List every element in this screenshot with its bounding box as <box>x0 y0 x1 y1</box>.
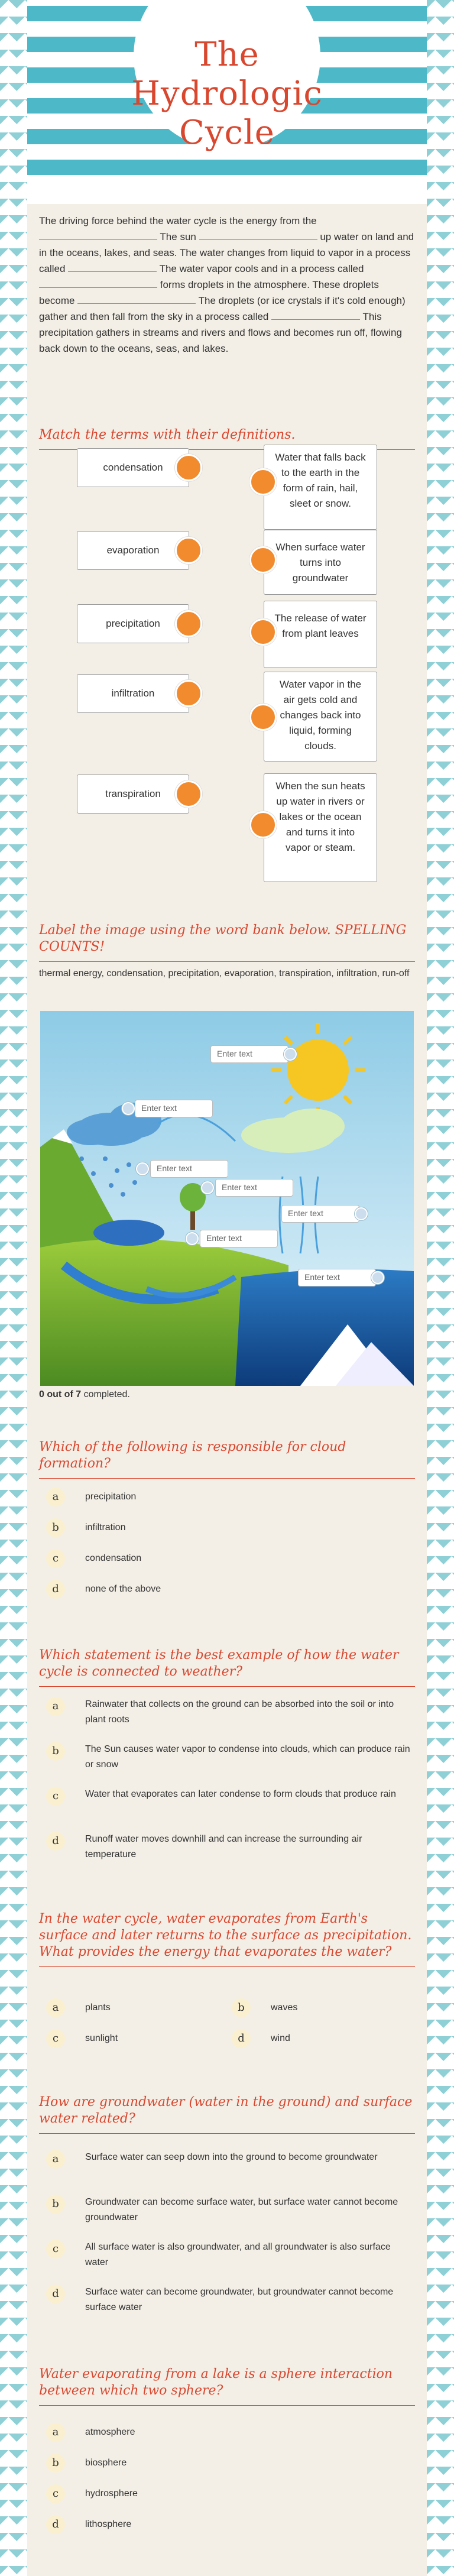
match-connector-dot[interactable] <box>175 537 202 564</box>
title-line: Cycle <box>179 114 275 152</box>
term-box[interactable]: infiltration <box>77 674 189 713</box>
right-border-decoration <box>427 0 454 2576</box>
option-text: atmosphere <box>85 2427 135 2437</box>
option-letter: b <box>46 1518 65 1537</box>
fill-in-paragraph <box>39 213 415 357</box>
label-progress <box>39 1389 415 1400</box>
definition-text: Water vapor in the air gets cold and changes back into liquid, forming clouds. <box>279 679 362 751</box>
term-box[interactable]: condensation <box>77 448 189 487</box>
option-letter: a <box>46 2423 65 2442</box>
label-marker[interactable] <box>186 1232 199 1245</box>
answer-option[interactable] <box>39 1998 216 2018</box>
option-text: wind <box>271 2033 290 2043</box>
definition-text: Water that falls back to the earth in the form of rain, hail, sleet or snow. <box>275 452 366 509</box>
progress-suffix: completed. <box>83 1389 130 1399</box>
answer-option[interactable] <box>39 2029 216 2049</box>
paragraph-text: up water on land and in the oceans, lakes, and seas. The water changes from liquid to vapor in a process called <box>39 231 414 274</box>
blank-input[interactable] <box>77 294 196 304</box>
option-text: Rainwater that collects on the ground can be absorbed into the soil or into plant roots <box>85 1699 394 1725</box>
answer-option[interactable] <box>39 1580 415 1600</box>
answer-option[interactable] <box>39 2240 415 2275</box>
progress-count: 0 out of 7 <box>39 1389 82 1399</box>
option-text: Surface water can become groundwater, but groundwater cannot become surface water <box>85 2287 394 2312</box>
option-text: Groundwater can become surface water, but surface water cannot become groundwater <box>85 2197 398 2222</box>
definition-box[interactable] <box>264 445 377 530</box>
option-letter: c <box>46 2484 65 2503</box>
option-letter: c <box>46 1549 65 1568</box>
match-connector-dot[interactable] <box>249 811 277 838</box>
option-letter: a <box>46 2150 65 2169</box>
question-3-title: In the water cycle, water evaporates from Earth's surface and later returns to the surface as precipitation. What provides the energy that evaporates the water? <box>39 1911 415 1967</box>
title-line: The <box>194 35 260 74</box>
blank-input[interactable] <box>68 262 157 272</box>
page-title <box>27 35 427 153</box>
option-text: Surface water can seep down into the ground to become groundwater <box>85 2152 378 2162</box>
label-input[interactable]: Enter text <box>215 1179 293 1197</box>
option-text: hydrosphere <box>85 2488 138 2499</box>
option-text: sunlight <box>85 2033 118 2043</box>
definition-box[interactable] <box>264 601 377 668</box>
option-text: waves <box>271 2003 298 2013</box>
option-letter: c <box>46 1787 65 1806</box>
option-text: condensation <box>85 1553 142 1563</box>
paragraph-text: The droplets (or ice crystals if it's cold enough) gather and then fall from the sky in a process called <box>39 295 406 322</box>
label-input[interactable]: Enter text <box>298 1269 376 1287</box>
option-text: Water that evaporates can later condense to form clouds that produce rain <box>85 1789 396 1799</box>
answer-option[interactable] <box>225 2029 402 2049</box>
paragraph-text: The driving force behind the water cycle is the energy from the <box>39 215 317 226</box>
option-text: Runoff water moves downhill and can increase the surrounding air temperature <box>85 1834 362 1859</box>
label-section-title: Label the image using the word bank below. SPELLING COUNTS! <box>39 922 415 962</box>
label-input[interactable]: Enter text <box>281 1205 359 1223</box>
match-connector-dot[interactable] <box>249 468 277 495</box>
matching-title: Match the terms with their definitions. <box>39 427 415 450</box>
option-text: precipitation <box>85 1492 137 1502</box>
question-2-title: Which statement is the best example of how the water cycle is connected to weather? <box>39 1647 415 1687</box>
left-border-decoration <box>0 0 27 2576</box>
water-cycle-diagram <box>40 1011 414 1386</box>
option-letter: d <box>46 1580 65 1599</box>
header-banner <box>27 0 427 204</box>
answer-option[interactable] <box>225 1998 402 2018</box>
definition-text: When the sun heats up water in rivers or lakes or the ocean and turns it into vapor or steam. <box>275 780 365 853</box>
paragraph-text: forms droplets in the atmosphere. These droplets become <box>39 279 379 306</box>
option-letter: b <box>46 2195 65 2214</box>
option-text: none of the above <box>85 1584 161 1594</box>
answer-option[interactable] <box>39 1832 415 1867</box>
header-wave <box>27 160 427 175</box>
answer-option[interactable] <box>39 2484 415 2504</box>
match-connector-dot[interactable] <box>249 618 277 646</box>
answer-option[interactable] <box>39 1549 415 1569</box>
answer-option[interactable] <box>39 1742 415 1777</box>
term-box[interactable]: precipitation <box>77 604 189 643</box>
paragraph-text: The water vapor cools and in a process called <box>159 263 364 274</box>
option-letter: c <box>46 2029 65 2048</box>
option-letter: d <box>232 2029 251 2048</box>
answer-option[interactable] <box>39 2150 415 2185</box>
option-letter: b <box>46 2454 65 2473</box>
option-letter: a <box>46 1697 65 1716</box>
answer-option[interactable] <box>39 2454 415 2474</box>
answer-option[interactable] <box>39 1518 415 1538</box>
option-letter: d <box>46 1832 65 1851</box>
definition-text: The release of water from plant leaves <box>274 613 367 639</box>
label-input[interactable]: Enter text <box>210 1045 288 1063</box>
label-marker[interactable] <box>136 1162 149 1175</box>
term-box[interactable]: evaporation <box>77 531 189 570</box>
blank-input[interactable] <box>271 310 360 320</box>
label-input[interactable]: Enter text <box>135 1100 213 1117</box>
label-input[interactable]: Enter text <box>200 1230 278 1248</box>
question-5-title: Water evaporating from a lake is a sphere interaction between which two sphere? <box>39 2366 415 2406</box>
option-letter: c <box>46 2240 65 2259</box>
label-marker[interactable] <box>284 1048 297 1061</box>
option-letter: d <box>46 2515 65 2534</box>
match-connector-dot[interactable] <box>175 454 202 481</box>
answer-option[interactable] <box>39 2423 415 2443</box>
title-line: Hydrologic <box>131 74 323 113</box>
option-letter: b <box>232 1998 251 2017</box>
option-text: The Sun causes water vapor to condense into clouds, which can produce rain or snow <box>85 1744 410 1770</box>
answer-option[interactable] <box>39 1787 415 1822</box>
option-text: All surface water is also groundwater, and all groundwater is also surface water <box>85 2242 391 2267</box>
option-text: biosphere <box>85 2458 127 2468</box>
match-connector-dot[interactable] <box>175 680 202 707</box>
option-letter: a <box>46 1998 65 2017</box>
label-marker[interactable] <box>371 1271 384 1284</box>
paragraph-text: The sun <box>160 231 196 242</box>
answer-option[interactable] <box>39 1488 415 1508</box>
definition-box[interactable] <box>264 530 377 595</box>
answer-option[interactable] <box>39 2515 415 2535</box>
blank-input[interactable] <box>39 230 157 240</box>
answer-option[interactable] <box>39 2285 415 2320</box>
definition-text: When surface water turns into groundwater <box>275 542 365 584</box>
option-letter: a <box>46 1488 65 1506</box>
label-input[interactable]: Enter text <box>150 1160 228 1178</box>
option-text: lithosphere <box>85 2519 132 2529</box>
blank-input[interactable] <box>199 230 317 240</box>
paragraph-text: This precipitation gathers in streams and rivers and flows and becomes run off, flowing back down to the oceans, seas, and lakes. <box>39 311 402 354</box>
option-letter: b <box>46 1742 65 1761</box>
answer-option[interactable] <box>39 2195 415 2230</box>
match-connector-dot[interactable] <box>249 546 277 573</box>
match-connector-dot[interactable] <box>175 610 202 637</box>
label-marker[interactable] <box>122 1102 135 1115</box>
option-text: plants <box>85 2003 111 2013</box>
blank-input[interactable] <box>39 278 157 288</box>
definition-box[interactable] <box>264 672 377 762</box>
word-bank: thermal energy, condensation, precipitation, evaporation, transpiration, infiltration, run-off <box>39 968 410 978</box>
definition-box[interactable] <box>264 773 377 882</box>
question-1-title: Which of the following is responsible for cloud formation? <box>39 1439 415 1479</box>
match-connector-dot[interactable] <box>175 780 202 808</box>
question-4-title: How are groundwater (water in the ground) and surface water related? <box>39 2094 415 2134</box>
option-text: infiltration <box>85 1522 126 1532</box>
answer-option[interactable] <box>39 1697 415 1732</box>
water-cycle-illustration <box>40 1011 414 1386</box>
match-connector-dot[interactable] <box>249 704 277 731</box>
term-box[interactable]: transpiration <box>77 775 189 814</box>
label-marker[interactable] <box>201 1181 214 1194</box>
option-letter: d <box>46 2285 65 2303</box>
label-marker[interactable] <box>355 1207 368 1220</box>
